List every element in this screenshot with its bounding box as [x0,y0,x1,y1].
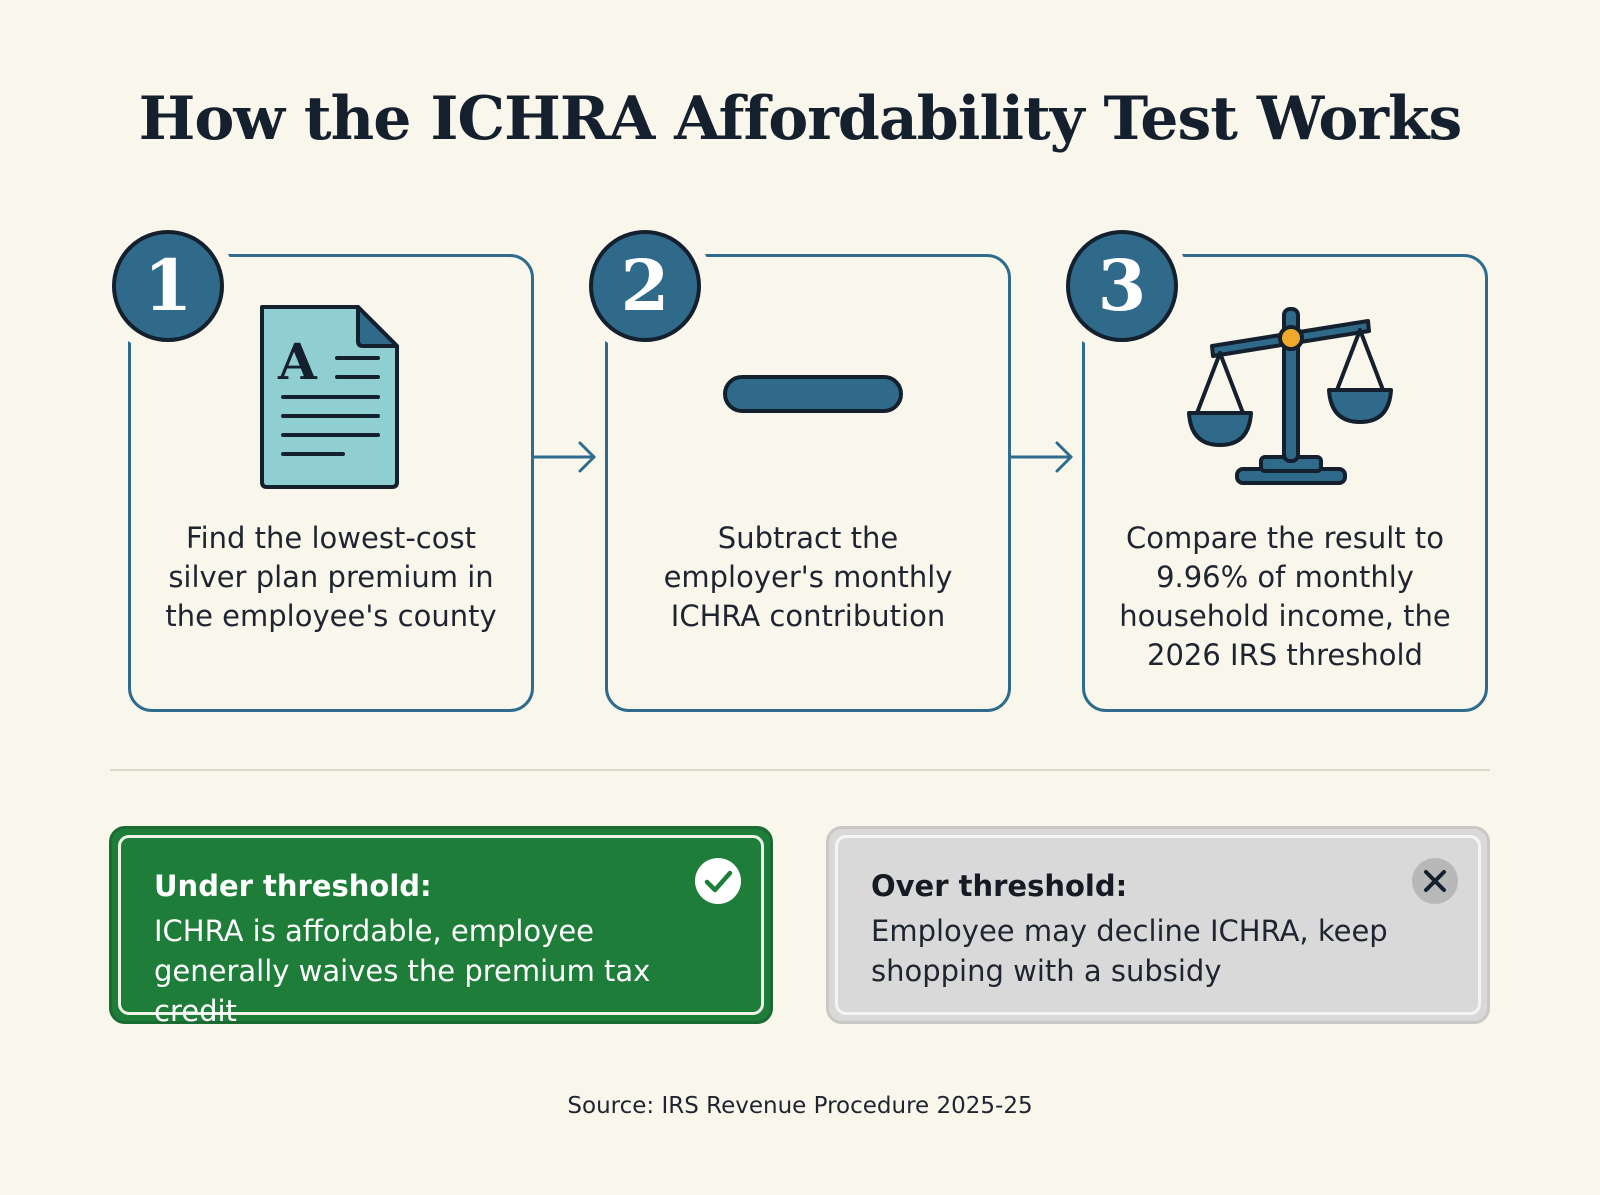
arrow-right-icon [1009,437,1079,477]
over-threshold-card [826,826,1490,1024]
checkmark-icon [694,857,742,905]
under-threshold-body: ICHRA is affordable, employee generally waives the premium tax credit [154,914,651,1028]
document-letter: A [278,332,317,391]
over-threshold-heading: Over threshold: [871,869,1128,903]
step-3-text: Compare the result to 9.96% of monthly household income, the 2026 IRS threshold [1119,521,1451,672]
page-title: How the ICHRA Affordability Test Works [138,84,1462,154]
under-threshold-heading: Under threshold: [154,869,432,903]
under-threshold-card [109,826,773,1028]
step-1-text: Find the lowest-cost silver plan premium in the employee's county [165,521,497,633]
close-x-icon [1411,857,1459,905]
source-citation: Source: IRS Revenue Procedure 2025-25 [567,1093,1033,1119]
step-number-badge-3: 3 [1066,230,1178,342]
over-threshold-body: Employee may decline ICHRA, keep shopping with a subsidy [871,914,1388,988]
step-number-badge-2: 2 [589,230,701,342]
arrow-right-icon [532,437,602,477]
step-number-badge-1: 1 [112,230,224,342]
section-divider [110,769,1490,771]
step-2-text: Subtract the employer's monthly ICHRA contribution [663,521,953,633]
